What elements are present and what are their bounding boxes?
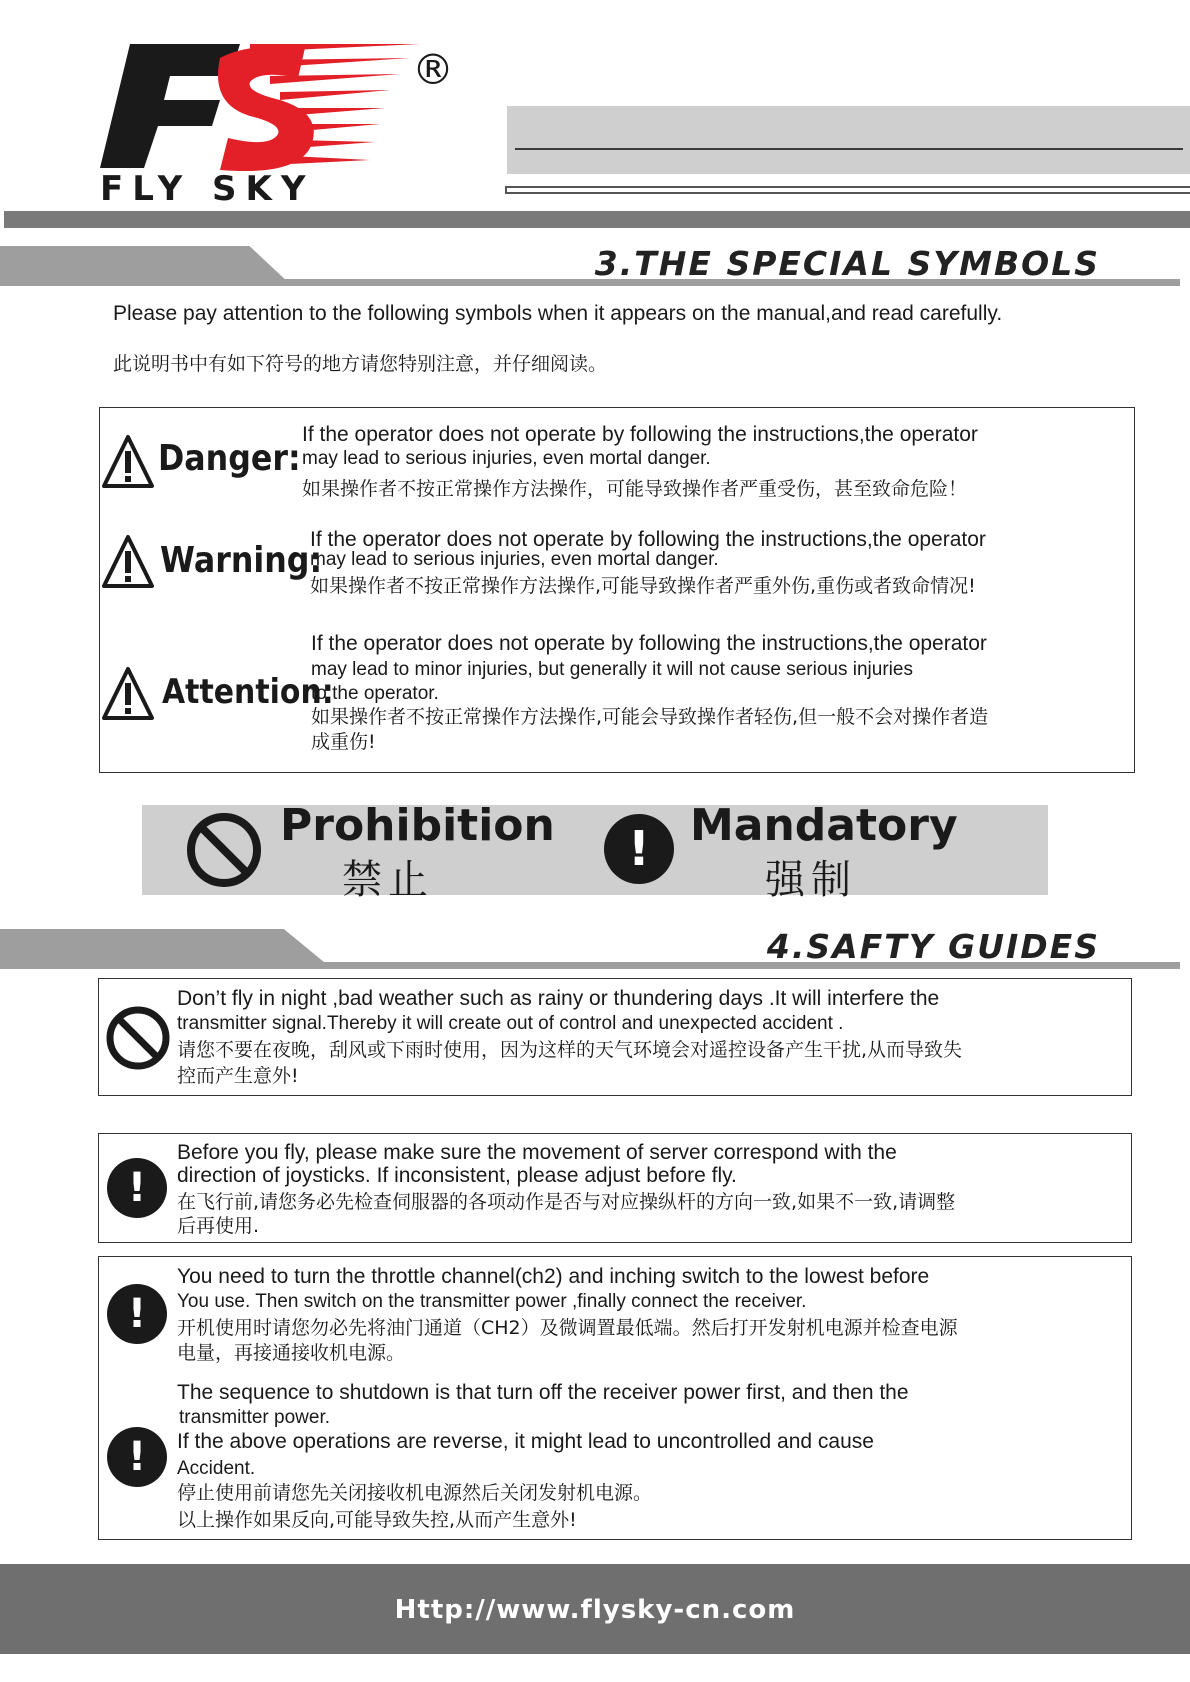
flysky-logo: [100, 38, 480, 208]
section3-intro-cn: 此说明书中有如下符号的地方请您特别注意，并仔细阅读。: [113, 353, 608, 375]
warning-text-cn: 如果操作者不按正常操作方法操作,可能导致操作者严重外伤,重伤或者致命情况!: [310, 575, 976, 597]
attention-triangle-icon: [101, 666, 155, 722]
section3-intro-en: Please pay attention to the following symbols when it appears on the manual,and read carefully.: [113, 302, 1003, 325]
guide1-text-en1: Don’t fly in night ,bad weather such as rainy or thundering days .It will interfere the: [177, 987, 940, 1010]
prohibition-label: Prohibition: [280, 800, 555, 851]
header-rule: [515, 148, 1183, 150]
header-thin-frame: [505, 186, 1190, 194]
danger-text-en1: If the operator does not operate by following the instructions,the operator: [302, 423, 978, 446]
guide1-prohibition-icon: [104, 1004, 172, 1072]
guide4-text-en1: The sequence to shutdown is that turn off the receiver power first, and then the: [177, 1381, 909, 1404]
section4-title: 4.SAFTY GUIDES: [766, 927, 1100, 966]
attention-text-en1: If the operator does not operate by following the instructions,the operator: [311, 632, 987, 655]
mandatory-label: Mandatory: [690, 800, 958, 851]
attention-text-cn1: 如果操作者不按正常操作方法操作,可能会导致操作者轻伤,但一般不会对操作者造: [311, 706, 989, 728]
prohibition-icon: [184, 810, 264, 890]
guide1-text-cn2: 控而产生意外!: [177, 1065, 299, 1087]
guide4-text-cn2: 以上操作如果反向,可能导致失控,从而产生意外!: [177, 1509, 577, 1531]
guide1-text-cn1: 请您不要在夜晚，刮风或下雨时使用，因为这样的天气环境会对遥控设备产生干扰,从而导致失: [177, 1039, 963, 1061]
warning-text-en1: If the operator does not operate by following the instructions,the operator: [310, 528, 986, 551]
footer-url-link[interactable]: Http://www.flysky-cn.com: [394, 1595, 796, 1625]
guide3-text-cn1: 开机使用时请您勿必先将油门通道（CH2）及微调置最低端。然后打开发射机电源并检查电源: [177, 1317, 958, 1339]
guide4-mandatory-icon: !: [107, 1427, 167, 1487]
warning-text-en2: may lead to serious injuries, even mortal danger.: [310, 549, 719, 570]
guide2-text-en1: Before you fly, please make sure the movement of server correspond with the: [177, 1141, 897, 1164]
guide3-text-cn2: 电量，再接通接收机电源。: [177, 1342, 406, 1364]
danger-text-en2: may lead to serious injuries, even mortal danger.: [302, 448, 711, 469]
guide4-text-en4: Accident.: [177, 1458, 256, 1479]
header-bar: [4, 211, 1190, 228]
section3-title: 3.THE SPECIAL SYMBOLS: [594, 244, 1100, 283]
attention-text-en2: may lead to minor injuries, but generally it will not cause serious injuries: [311, 659, 913, 680]
guide2-text-cn1: 在飞行前,请您务必先检查伺服器的各项动作是否与对应操纵杆的方向一致,如果不一致,请调整: [177, 1191, 956, 1213]
attention-text-en3: to the operator.: [311, 683, 439, 704]
guide2-text-cn2: 后再使用.: [177, 1215, 260, 1237]
header-box: [507, 106, 1190, 174]
registered-mark: ®: [412, 45, 454, 94]
guide4-text-cn1: 停止使用前请您先关闭接收机电源然后关闭发射机电源。: [177, 1482, 653, 1504]
guide4-text-en3: If the above operations are reverse, it might lead to uncontrolled and cause: [177, 1430, 874, 1453]
guide2-text-en2: direction of joysticks. If inconsistent, please adjust before fly.: [177, 1164, 737, 1187]
prohibition-label-cn: 禁止: [342, 857, 434, 903]
guide3-text-en1: You need to turn the throttle channel(ch2) and inching switch to the lowest before: [177, 1265, 930, 1288]
guide1-text-en2: transmitter signal.Thereby it will create out of control and unexpected accident .: [177, 1013, 844, 1034]
section3-band: [0, 246, 1190, 286]
logo-brand-text: FLY SKY: [100, 169, 315, 208]
danger-text-cn: 如果操作者不按正常操作方法操作，可能导致操作者严重受伤，甚至致命危险！: [302, 478, 968, 500]
guide2-mandatory-icon: !: [107, 1158, 167, 1218]
warning-triangle-icon: [101, 534, 155, 590]
guide3-text-en2: You use. Then switch on the transmitter power ,finally connect the receiver.: [177, 1291, 807, 1312]
danger-warning-triangle-icon: [101, 434, 155, 490]
mandatory-icon: !: [604, 814, 674, 884]
guide3-mandatory-icon: !: [107, 1284, 167, 1344]
attention-label: Attention:: [162, 672, 334, 712]
attention-text-cn2: 成重伤!: [311, 731, 376, 753]
warning-label: Warning:: [160, 540, 323, 581]
guide4-text-en2: transmitter power.: [179, 1407, 330, 1428]
section4-band: [0, 929, 1190, 969]
danger-label: Danger:: [158, 438, 301, 479]
mandatory-label-cn: 强制: [765, 857, 857, 903]
